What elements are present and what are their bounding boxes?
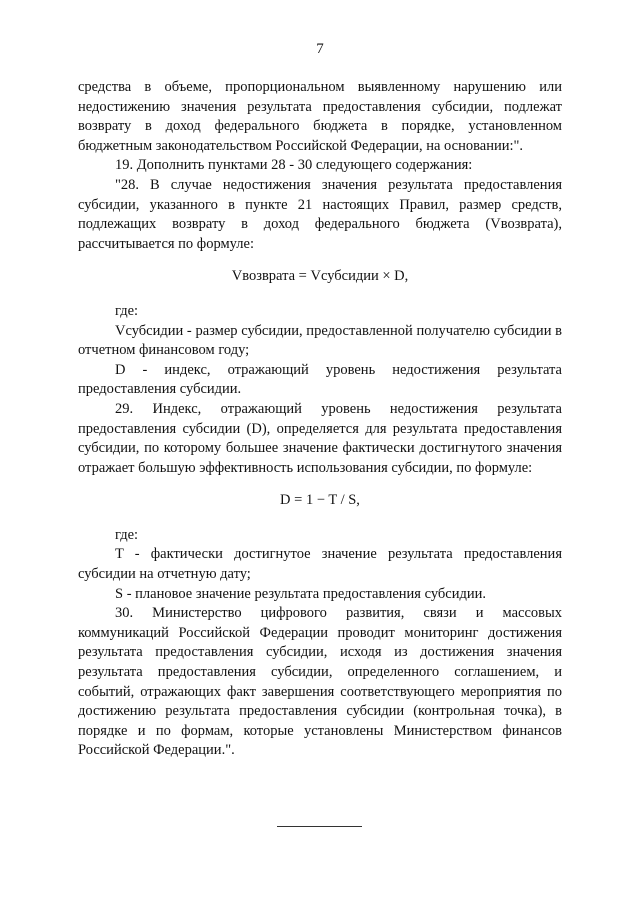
paragraph-item-19: 19. Дополнить пунктами 28 - 30 следующего содержания:: [115, 157, 473, 174]
definition-d: D - индекс, отражающий уровень недостижения результата предоставления субсидии.: [78, 361, 562, 398]
where-label: где:: [115, 302, 139, 319]
paragraph-item-28: "28. В случае недостижения значения результата предоставления субсидии, указанного в пункте 21 настоящих Правил, размер средств, подлежащих возврату в доход федерального бюджета (Vвозврата), рассчитывается по формуле:: [78, 176, 562, 252]
end-separator-line: [277, 826, 362, 827]
definition-v-subsidy: Vсубсидии - размер субсидии, предоставленной получателю субсидии в отчетном финансовом году;: [78, 322, 562, 359]
where-label-2: где:: [115, 526, 139, 543]
definition-s: S - плановое значение результата предоставления субсидии.: [115, 585, 486, 602]
paragraph-item-30: 30. Министерство цифрового развития, связи и массовых коммуникаций Российской Федерации проводит мониторинг достижения результата предоставления субсидии, исходя из достижения значения результата предоставления субсидии, определенного соглашением, и событий, отражающих факт завершения соответствующего мероприятия по достижению результата предоставления субсидии (контрольная точка), в порядке и по формам, которые установлены Министерством финансов Российской Федерации.".: [78, 605, 562, 759]
paragraph-continuation: средства в объеме, пропорциональном выявленному нарушению или недостижению значения результата предоставления субсидии, подлежат возврату в доход федерального бюджета в порядке, установленном бюджетным законодательством Российской Федерации, на основании:".: [78, 79, 562, 154]
page-number: 7: [316, 41, 324, 57]
formula-v-return: Vвозврата = Vсубсидии × D,: [231, 268, 409, 285]
document-body: [78, 78, 562, 761]
definition-t: T - фактически достигнутое значение результата предоставления субсидии на отчетную дату;: [78, 546, 562, 583]
paragraph-item-29: 29. Индекс, отражающий уровень недостижения результата предоставления субсидии (D), определяется для результата предоставления субсидии, по которому большее значение фактически достигнутого значения отражает большую эффективность использования субсидии, по формуле:: [78, 400, 562, 476]
formula-d: D = 1 − T / S,: [280, 492, 360, 509]
